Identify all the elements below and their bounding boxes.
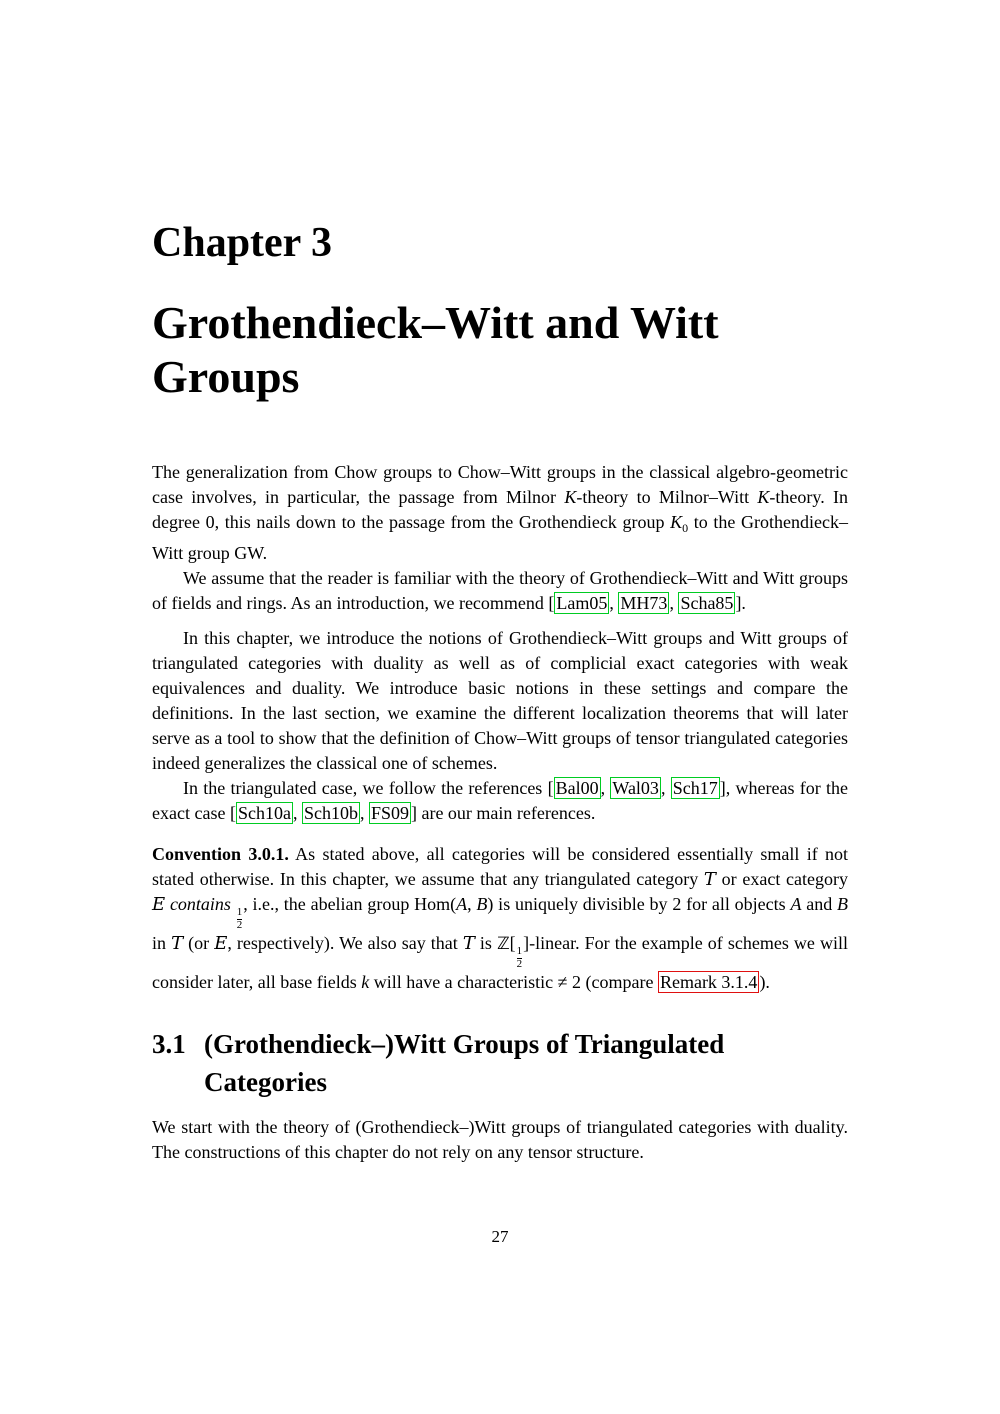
text-run: ]. [735, 593, 746, 613]
text-run: -theory. In degree 0, this nails down to the passage from the Grothendieck group [152, 487, 848, 532]
paragraph-1 [152, 460, 848, 566]
calligraphic-letter: T [462, 933, 475, 955]
text-run: [ [509, 933, 516, 954]
page-number: 27 [491, 1227, 509, 1246]
subscript: 0 [682, 521, 689, 535]
citation-link[interactable]: Sch10a [237, 803, 291, 823]
citation-link[interactable]: Scha85 [680, 593, 734, 613]
text-run: , [660, 778, 671, 798]
calligraphic-letter: E [152, 894, 166, 915]
paragraph-7 [152, 1115, 848, 1165]
text-run: In the triangulated case, we follow the references [ [183, 778, 554, 798]
paragraph-5 [152, 842, 848, 995]
math-italic: k [361, 972, 370, 993]
fraction-denominator: 2 [236, 918, 243, 931]
text-run: , i.e., the abelian group Hom( [243, 894, 457, 914]
text-run: We assume that the reader is familiar with the theory of Grothendieck–Witt and Witt groups of fields and rings. As an introduction, we recommend [ [152, 568, 848, 613]
paragraph-4 [152, 776, 848, 826]
math-italic: B [476, 894, 488, 914]
math-italic: K [564, 487, 577, 507]
text-run: ], whereas for the exact case [ [152, 778, 849, 823]
section-title: (Grothendieck–)Witt Groups of Triangulated Categories [204, 1029, 725, 1098]
text-run: , [467, 894, 477, 914]
text-run: , [359, 803, 369, 823]
text-run: or exact category [715, 869, 848, 889]
text-run: -theory to Milnor–Witt [576, 487, 758, 507]
chapter-number-heading: Chapter 3 [152, 220, 333, 266]
chapter-title-line-2: Groups [152, 351, 300, 402]
text-run: ). [759, 972, 770, 993]
bold-run: Convention 3.0.1. [152, 844, 289, 864]
body-text [152, 460, 848, 1165]
text-run: , respectively). We also say that [227, 933, 463, 954]
citation-link[interactable]: MH73 [620, 593, 668, 613]
calligraphic-letter: E [214, 933, 228, 955]
text-run: is [474, 933, 497, 954]
citation-link[interactable]: Lam05 [556, 593, 608, 613]
text-run: and [801, 894, 837, 914]
citation-link[interactable]: FS09 [370, 803, 409, 823]
section-number: 3.1 [152, 1029, 186, 1060]
chapter-title-line-1: Grothendieck–Witt and Witt [152, 297, 719, 348]
math-italic: B [837, 894, 848, 914]
fraction-numerator: 1 [236, 906, 243, 918]
chapter-title [152, 296, 848, 404]
blackboard-letter: ℤ [496, 934, 510, 955]
text-run: to the Grothendieck–Witt group GW. [152, 512, 848, 563]
text-run: , [609, 593, 619, 613]
text-run: We start with the theory of (Grothendieck–)Witt groups of triangulated categories with duality. The constructions of this chapter do not rely on any tensor structure. [152, 1117, 848, 1163]
text-run: The generalization from Chow groups to Chow–Witt groups in the classical algebro-geometric case involves, in particular, the passage from Milnor [152, 462, 848, 507]
text-run: will have a characteristic ≠ 2 (compare [369, 972, 658, 993]
math-italic: K [757, 487, 770, 507]
citation-link[interactable]: Sch10b [303, 803, 358, 823]
calligraphic-letter: T [703, 869, 716, 890]
text-run: ]-linear. For the example of schemes we will consider later, all base fields [152, 933, 848, 993]
paragraph-2 [152, 566, 848, 616]
citation-link[interactable]: Wal03 [612, 778, 659, 798]
fraction-denominator: 2 [516, 957, 523, 970]
section-heading [152, 1025, 848, 1101]
text-run: In this chapter, we introduce the notions of Grothendieck–Witt groups and Witt groups of triangulated categories with duality as well as of complicial exact categories with weak equivalences and duality. We introduce basic notions in these settings and compare the definitions. In the last section, we examine the different localization theorems that will later serve as a tool to show that the definition of Chow–Witt groups of tensor triangulated categories indeed generalizes the classical one of schemes. [152, 628, 848, 773]
text-run: , [600, 778, 611, 798]
calligraphic-letter: T [171, 933, 184, 955]
citation-link[interactable]: Bal00 [555, 778, 599, 798]
reference-link[interactable]: Remark 3.1.4 [659, 972, 758, 993]
text-run: (or [183, 933, 215, 954]
paragraph-3 [152, 626, 848, 776]
text-block [152, 0, 848, 1165]
text-run: in [152, 933, 172, 954]
fraction-numerator: 1 [516, 945, 523, 958]
text-run: ] are our main references. [410, 803, 596, 823]
math-italic: K [670, 512, 683, 532]
text-run: As stated above, all categories will be considered essentially small if not stated otherwise. In this chapter, we assume that any triangulated category [152, 844, 849, 889]
math-italic: A [456, 894, 468, 914]
text-run: , [669, 593, 679, 613]
text-run: ) is uniquely divisible by 2 for all objects [487, 894, 791, 914]
math-italic: contains [169, 894, 231, 914]
text-run: , [292, 803, 302, 823]
citation-link[interactable]: Sch17 [672, 778, 718, 798]
math-italic: A [790, 894, 802, 914]
